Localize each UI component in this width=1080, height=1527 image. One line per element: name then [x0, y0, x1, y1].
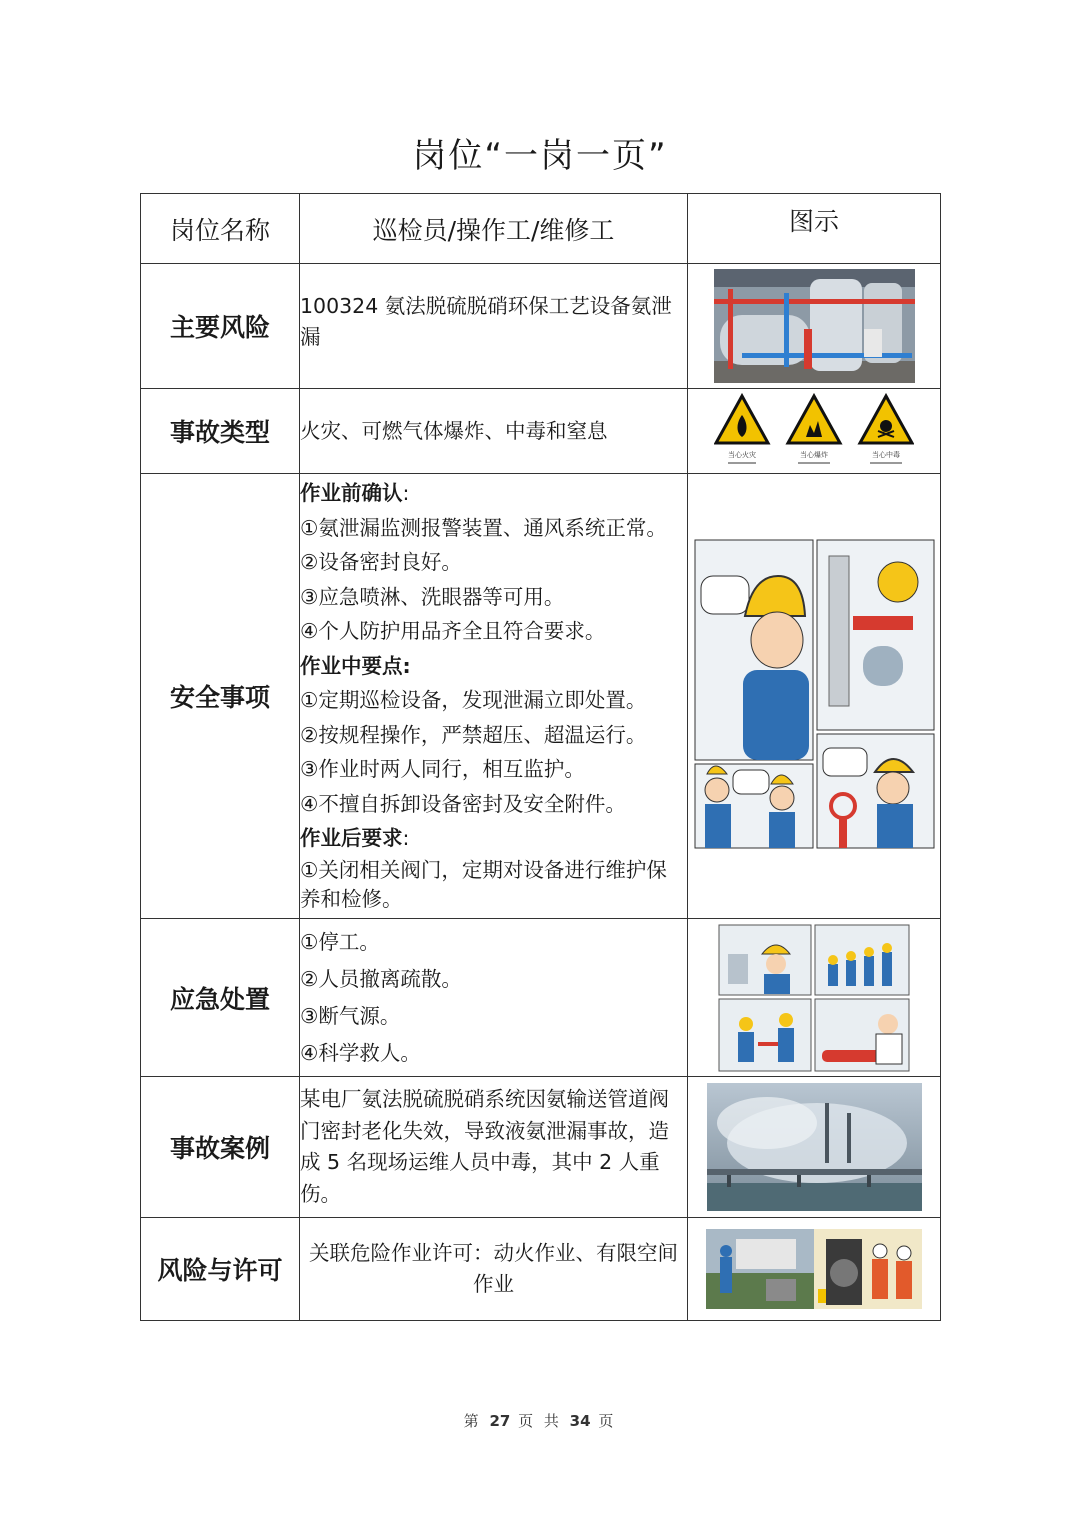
row-risk-permit [141, 1218, 941, 1321]
during-work-heading: 作业中要点: [300, 653, 411, 678]
before-item: ③应急喷淋、洗眼器等可用。 [300, 584, 565, 609]
before-item: ②设备密封良好。 [300, 550, 462, 574]
header-job-name: 岗位名称 [141, 194, 300, 264]
header-illustration: 图示 [688, 194, 941, 264]
label-emergency: 应急处置 [141, 919, 300, 1077]
ammonia-leak-image [688, 1077, 941, 1218]
emergency-cartoon-illustration [718, 924, 910, 1072]
before-item: ①氨泄漏监测报警装置、通风系统正常。 [300, 515, 667, 540]
explosion-sign-caption: 当心爆炸 [800, 451, 828, 459]
before-work-heading: 作业前确认: [300, 481, 410, 505]
during-item: ①定期巡检设备，发现泄漏立即处置。 [300, 688, 647, 712]
during-item: ②按规程操作，严禁超压、超温运行。 [300, 722, 647, 747]
label-risk-permit: 风险与许可 [141, 1218, 300, 1321]
current-page-number: 27 [489, 1412, 511, 1430]
ammonia-leak-illustration [707, 1083, 922, 1211]
row-accident-case [141, 1077, 941, 1218]
accident-case-text: 某电厂氨法脱硫脱硝系统因氨输送管道阀门密封老化失效，导致液氨泄漏事故，造成 5 名现场运维人员中毒，其中 2 人重伤。 [300, 1077, 688, 1218]
header-job-roles: 巡检员/操作工/维修工 [300, 194, 688, 264]
poison-sign-caption: 当心中毒 [872, 451, 900, 459]
after-item: ①关闭相关阀门，定期对设备进行维护保养和检修。 [300, 857, 667, 911]
during-item: ③作业时两人同行，相互监护。 [300, 757, 585, 781]
warning-signs-image [688, 389, 941, 474]
fire-sign-caption: 当心火灾 [728, 451, 756, 459]
label-accident-type: 事故类型 [141, 389, 300, 474]
fire-warning-sign-icon [716, 396, 768, 464]
total-page-count: 34 [569, 1412, 591, 1430]
job-safety-table [140, 193, 941, 1321]
poison-warning-sign-icon [860, 396, 912, 464]
permit-text: 关联危险作业许可：动火作业、有限空间作业 [300, 1218, 688, 1321]
worker-cartoon-image [688, 474, 941, 919]
emergency-cartoon-image [688, 919, 941, 1077]
explosion-warning-sign-icon [788, 396, 840, 464]
work-permit-illustration [706, 1229, 922, 1309]
safety-items [300, 474, 688, 919]
row-accident-type [141, 389, 941, 474]
emergency-item: ①停工。 [300, 929, 380, 954]
industrial-equipment-image [688, 264, 941, 389]
during-item: ④不擅自拆卸设备密封及安全附件。 [300, 791, 626, 816]
worker-cartoon-illustration [693, 536, 936, 850]
equipment-illustration [714, 269, 915, 383]
emergency-items [300, 919, 688, 1077]
label-main-risk: 主要风险 [141, 264, 300, 389]
emergency-item: ③断气源。 [300, 1003, 401, 1028]
main-risk-text: 100324 氨法脱硫脱硝环保工艺设备氨泄漏 [300, 264, 688, 389]
table-header-row [141, 194, 941, 264]
warning-signs-illustration [714, 393, 914, 469]
row-main-risk [141, 264, 941, 389]
row-emergency [141, 919, 941, 1077]
before-item: ④个人防护用品齐全且符合要求。 [300, 619, 606, 643]
row-safety [141, 474, 941, 919]
page-title: 岗位“一岗一页” [412, 136, 668, 176]
work-permit-image [688, 1218, 941, 1321]
accident-type-text: 火灾、可燃气体爆炸、中毒和窒息 [300, 389, 688, 474]
label-safety: 安全事项 [141, 474, 300, 919]
page-footer: 第 27 页 共 34 页 [463, 1412, 617, 1430]
emergency-item: ②人员撤离疏散。 [300, 966, 462, 991]
after-work-heading: 作业后要求: [300, 826, 410, 850]
label-accident-case: 事故案例 [141, 1077, 300, 1218]
emergency-item: ④科学救人。 [300, 1040, 421, 1065]
